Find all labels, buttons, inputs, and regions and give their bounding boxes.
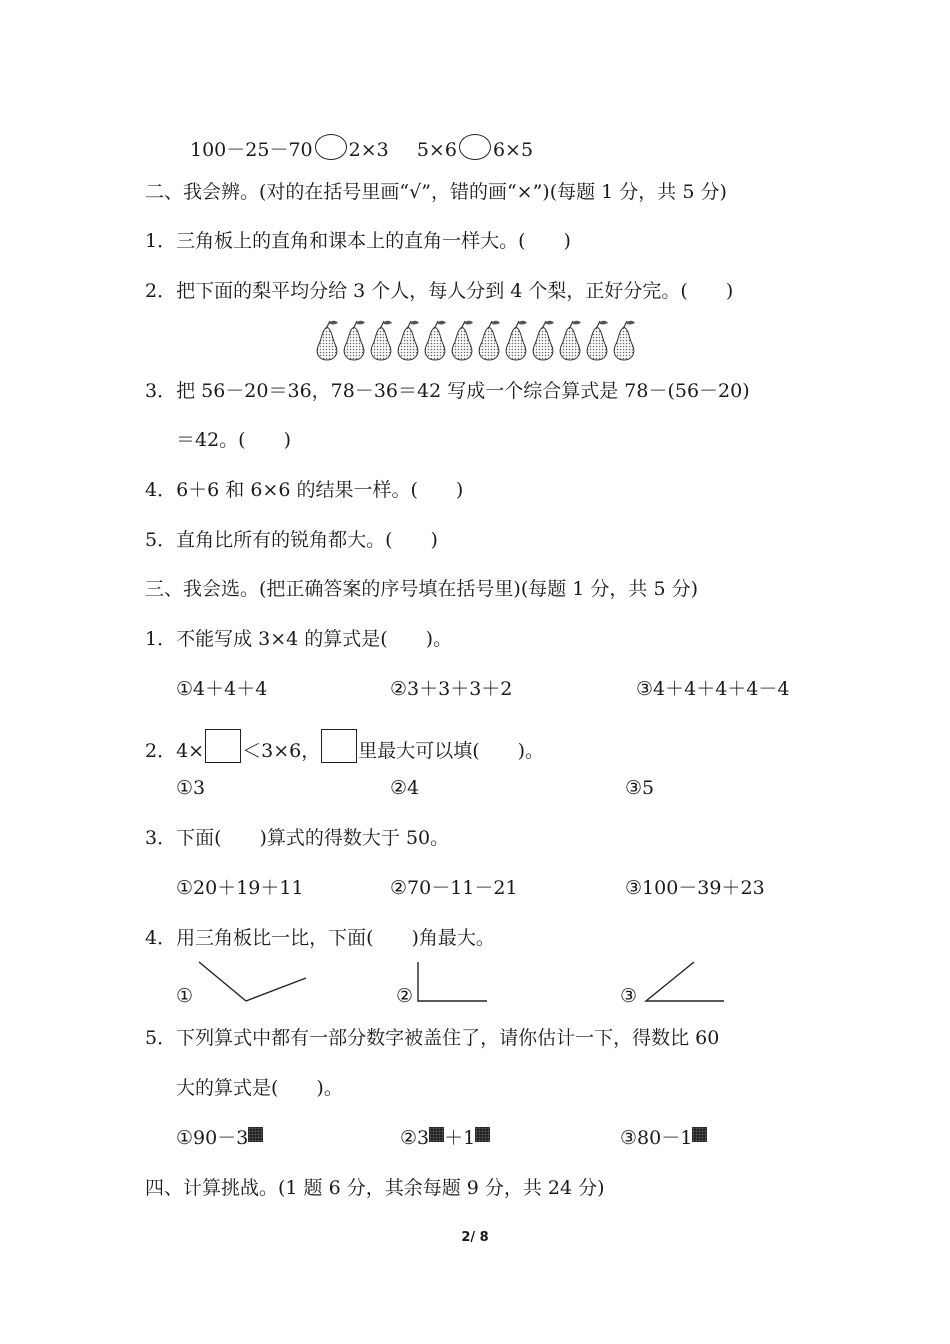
pear-icon (560, 321, 581, 360)
expr-left: 100－25－70 (190, 139, 313, 161)
pear-icon (506, 321, 527, 360)
q3-option-3: ③100－39＋23 (625, 877, 765, 899)
q5-option-2-text-a: ②3 (400, 1127, 430, 1149)
pear-icon (317, 321, 338, 360)
sec2-question-4: 4．6＋6 和 6×6 的结果一样。( ) (145, 479, 464, 501)
q2-option-3: ③5 (625, 777, 655, 799)
sec2-question-3a: 3．把 56－20＝36，78－36＝42 写成一个综合算式是 78－(56－20) (145, 380, 750, 402)
compare-circle-2[interactable] (459, 134, 491, 160)
q5-option-3 (620, 1126, 707, 1150)
q1-option-3: ③4＋4＋4＋4－4 (636, 678, 790, 700)
acute-angle (646, 962, 724, 1001)
q4-option-1: ① (176, 985, 194, 1007)
sec3-question-1: 1．不能写成 3×4 的算式是( )。 (145, 628, 453, 650)
obtuse-angle (199, 962, 306, 1001)
covered-digit (248, 1127, 263, 1142)
answer-box-1[interactable] (205, 729, 241, 763)
compare-line (190, 134, 533, 162)
q4-option-3: ③ (620, 985, 638, 1007)
pear-icon (371, 321, 392, 360)
sec3-question-4: 4．用三角板比一比，下面( )角最大。 (145, 927, 495, 949)
answer-box-2[interactable] (321, 729, 357, 763)
sec3-question-3: 3．下面( )算式的得数大于 50。 (145, 827, 450, 849)
pear-icon (533, 321, 554, 360)
covered-digit (475, 1127, 490, 1142)
pear-icon (398, 321, 419, 360)
q2-option-1: ①3 (176, 777, 206, 799)
q2-text-b: ＜3×6， (242, 740, 321, 762)
q3-option-1: ①20＋19＋11 (176, 877, 304, 899)
q5-option-2-text-b: ＋1 (444, 1127, 476, 1149)
sec3-question-5b: 大的算式是( )。 (176, 1077, 343, 1099)
q2-text-a: 2．4× (145, 740, 205, 762)
pear-icon (344, 321, 365, 360)
expr-mid2: 5×6 (416, 139, 457, 161)
angle-figures (190, 955, 750, 1010)
q2-option-2: ②4 (390, 777, 420, 799)
q5-option-3-text: ③80－1 (620, 1127, 693, 1149)
q1-option-1: ①4＋4＋4 (176, 678, 268, 700)
sec3-question-5a: 5．下列算式中都有一部分数字被盖住了，请你估计一下，得数比 60 (145, 1027, 720, 1049)
pear-icon (587, 321, 608, 360)
page-number: 2/ 8 (461, 1230, 489, 1245)
q2-text-c: 里最大可以填( )。 (358, 740, 545, 762)
expr-right: 6×5 (492, 139, 534, 161)
pear-icon (425, 321, 446, 360)
q3-option-2: ②70－11－21 (390, 877, 518, 899)
q4-option-2: ② (396, 985, 414, 1007)
section3-heading: 三、我会选。(把正确答案的序号填在括号里)(每题 1 分，共 5 分) (145, 578, 698, 600)
compare-circle-1[interactable] (315, 134, 347, 160)
sec2-question-5: 5．直角比所有的锐角都大。( ) (145, 529, 438, 551)
sec3-question-2 (145, 729, 544, 763)
q5-option-1 (176, 1126, 263, 1150)
pear-icon (452, 321, 473, 360)
section4-heading: 四、计算挑战。(1 题 6 分，其余每题 9 分，共 24 分) (145, 1177, 605, 1199)
q5-option-1-text: ①90－3 (176, 1127, 249, 1149)
covered-digit (429, 1127, 444, 1142)
sec2-question-3b: ＝42。( ) (176, 429, 292, 451)
right-angle (418, 962, 487, 1001)
section2-heading: 二、我会辨。(对的在括号里画“√”，错的画“×”)(每题 1 分，共 5 分) (145, 181, 727, 203)
pear-icon (614, 321, 635, 360)
q1-option-2: ②3＋3＋3＋2 (390, 678, 513, 700)
sec2-question-1: 1．三角板上的直角和课本上的直角一样大。( ) (145, 230, 571, 252)
q5-option-2 (400, 1126, 490, 1150)
pears-illustration (313, 318, 643, 362)
pear-icon (479, 321, 500, 360)
expr-mid: 2×3 (348, 139, 389, 161)
sec2-question-2: 2．把下面的梨平均分给 3 个人，每人分到 4 个梨，正好分完。( ) (145, 280, 734, 302)
covered-digit (692, 1127, 707, 1142)
